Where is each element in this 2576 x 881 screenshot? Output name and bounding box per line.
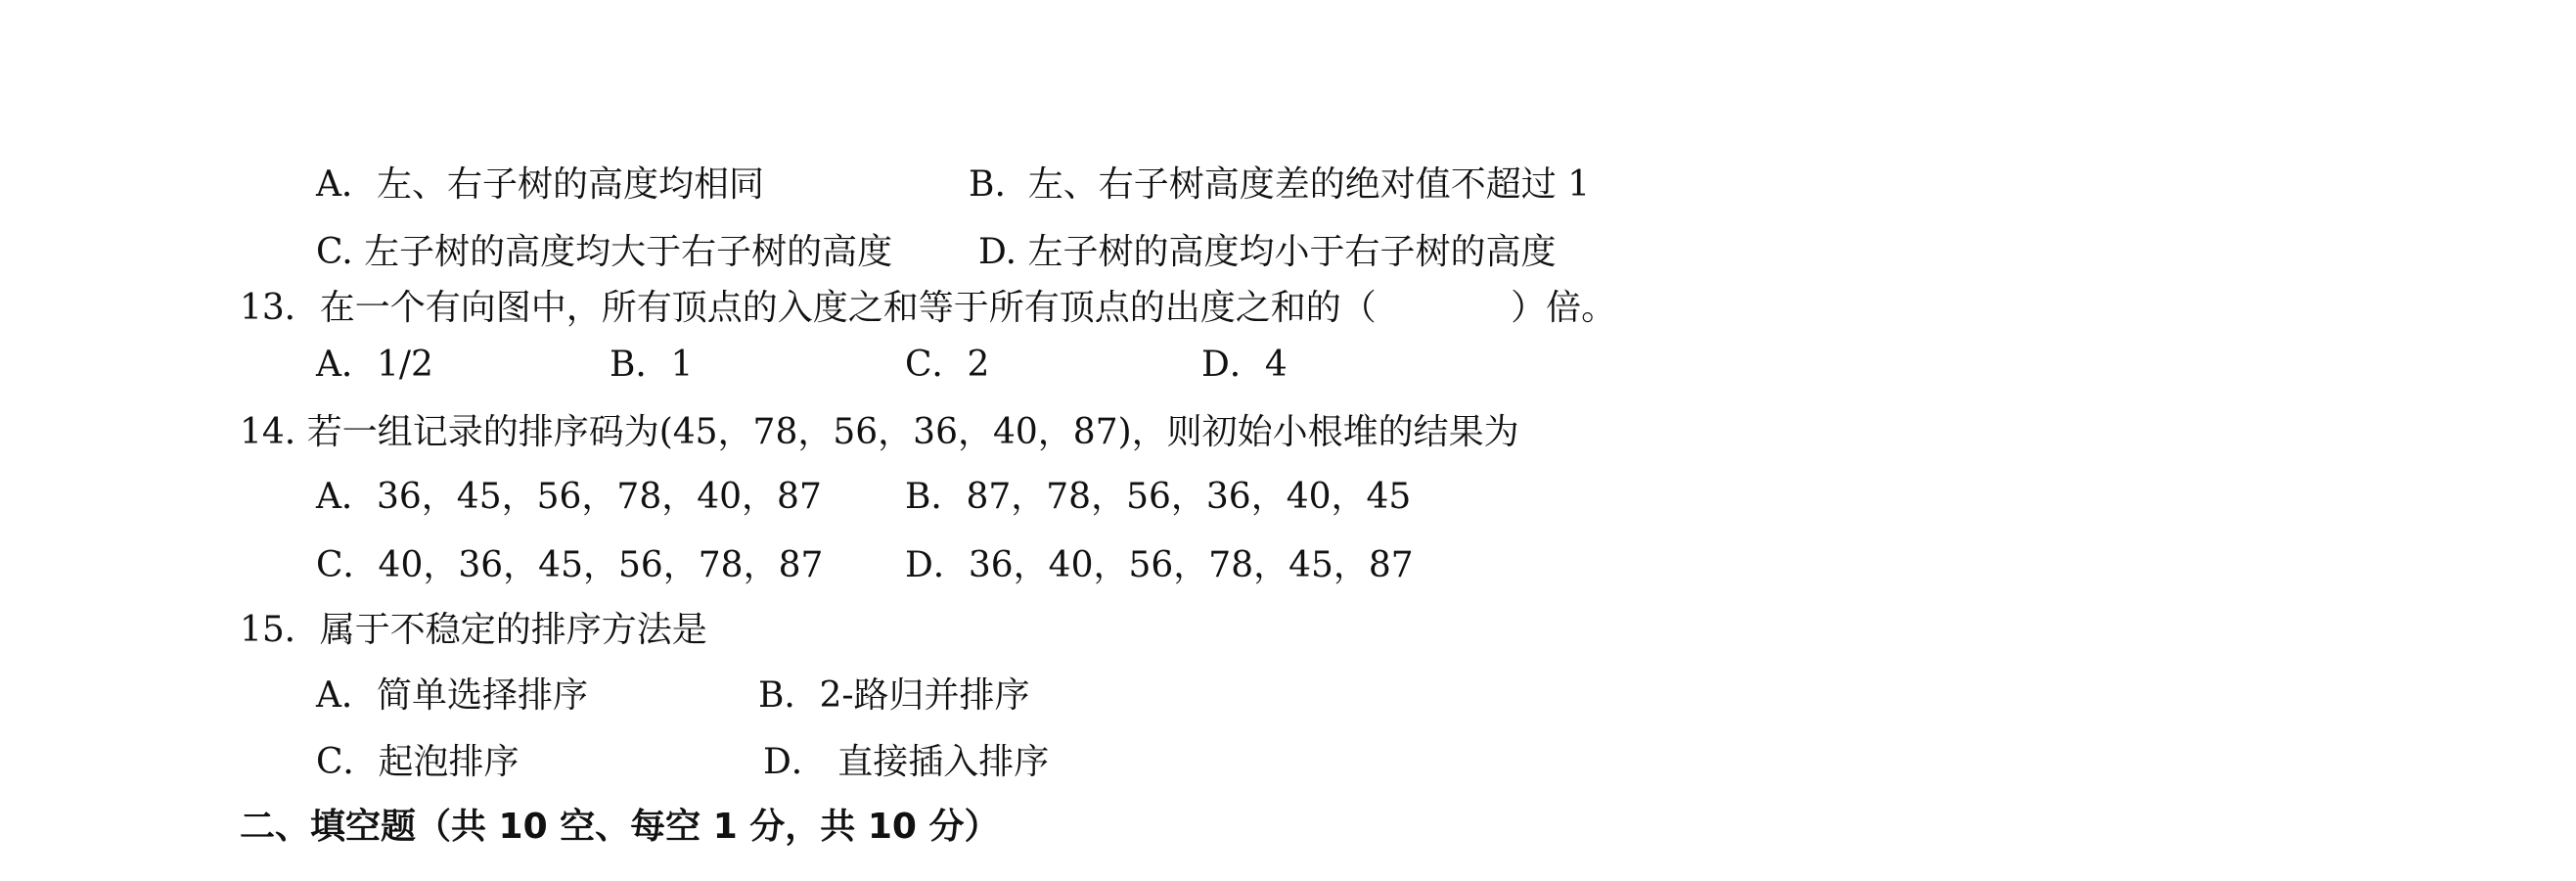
q12-option-d: D. 左子树的高度均小于右子树的高度 bbox=[978, 232, 1557, 272]
q13-stem: 13．在一个有向图中，所有顶点的入度之和等于所有顶点的出度之和的（ ）倍。 bbox=[240, 288, 1617, 328]
q13-option-d: D．4 bbox=[1201, 345, 1288, 385]
section-heading: 二、填空题（共 10 空、每空 1 分，共 10 分） bbox=[240, 807, 1000, 847]
q13-option-c: C．2 bbox=[905, 345, 990, 385]
q12-option-a: A．左、右子树的高度均相同 bbox=[316, 164, 764, 205]
q13-option-b: B．1 bbox=[610, 345, 694, 385]
q14-option-c: C．40，36，45，56，78，87 bbox=[316, 545, 824, 585]
q12-option-c: C. 左子树的高度均大于右子树的高度 bbox=[316, 232, 893, 272]
q14-option-b: B．87，78，56，36，40，45 bbox=[905, 477, 1412, 517]
q12-option-b: B. 左、右子树高度差的绝对值不超过 1 bbox=[969, 164, 1591, 205]
q14-option-d: D．36，40，56，78，45，87 bbox=[905, 545, 1414, 585]
q15-stem: 15．属于不稳定的排序方法是 bbox=[240, 610, 707, 650]
q15-option-b: B．2-路归并排序 bbox=[758, 675, 1030, 716]
q15-option-c: C．起泡排序 bbox=[316, 742, 520, 782]
q15-option-d: D． 直接插入排序 bbox=[763, 742, 1050, 782]
q14-stem: 14. 若一组记录的排序码为(45，78，56，36，40，87)，则初始小根堆的结果为 bbox=[240, 412, 1519, 452]
q13-option-a: A．1/2 bbox=[316, 345, 433, 385]
q15-option-a: A．简单选择排序 bbox=[316, 675, 588, 716]
q14-option-a: A．36，45，56，78，40，87 bbox=[316, 477, 822, 517]
